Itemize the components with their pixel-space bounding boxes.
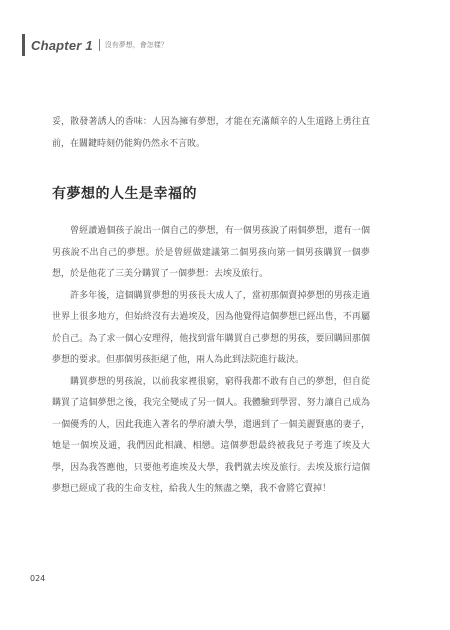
header-bar: [22, 34, 25, 56]
chapter-label: Chapter 1: [31, 37, 93, 53]
page-number: 024: [30, 574, 46, 583]
paragraph-3: 購買夢想的男孩說，以前我家裡很窮，窮得我都不敢有自己的夢想，但自從購買了這個夢想之後，我完全變成了另一個人。我體驗到學習、努力讓自己成為一個優秀的人，因此我進入著名的學府讀大學，還遇到了一個美麗賢惠的妻子，她是一個埃及通，我們因此相識、相戀。這個夢想最終被我兒子考進了埃及大學，因為我答應他，只要他考進埃及大學，我們就去埃及旅行。去埃及旅行這個夢想已經成了我的生命支柱，給我人生的無盡之樂，我不會將它賣掉！: [52, 376, 370, 494]
header-divider: [99, 39, 100, 51]
page-body: [52, 112, 370, 501]
section-heading: 有夢想的人生是幸福的: [52, 186, 197, 202]
chapter-subtitle: 沒有夢想，會怎樣？: [104, 41, 168, 49]
paragraph-1: 曾經讀過個孩子說出一個自己的夢想，有一個男孩說了兩個夢想，還有一個男孩說不出自己的夢想。於是曾經做建議第二個男孩向第一個男孩購買一個夢想，於是他花了三美分購買了一個夢想：去埃及旅行。: [52, 226, 370, 279]
paragraph-2: 許多年後，這個購買夢想的男孩長大成人了，當初那個賣掉夢想的男孩走過世界上很多地方，但始終沒有去過埃及，因為他覺得這個夢想已經出售，不再屬於自己。為了求一個心安理得，他找到當年購買自己夢想的男孩，要回購回那個夢想的要求。但那個男孩拒絕了他，兩人為此到法院進行裁決。: [52, 290, 370, 365]
paragraph-intro: 妥，散發著誘人的香味：人因為擁有夢想，才能在充滿顛辛的人生道路上勇往直前，在關鍵時刻仍能夠仍然永不言敗。: [52, 117, 370, 149]
running-header: [22, 32, 168, 58]
